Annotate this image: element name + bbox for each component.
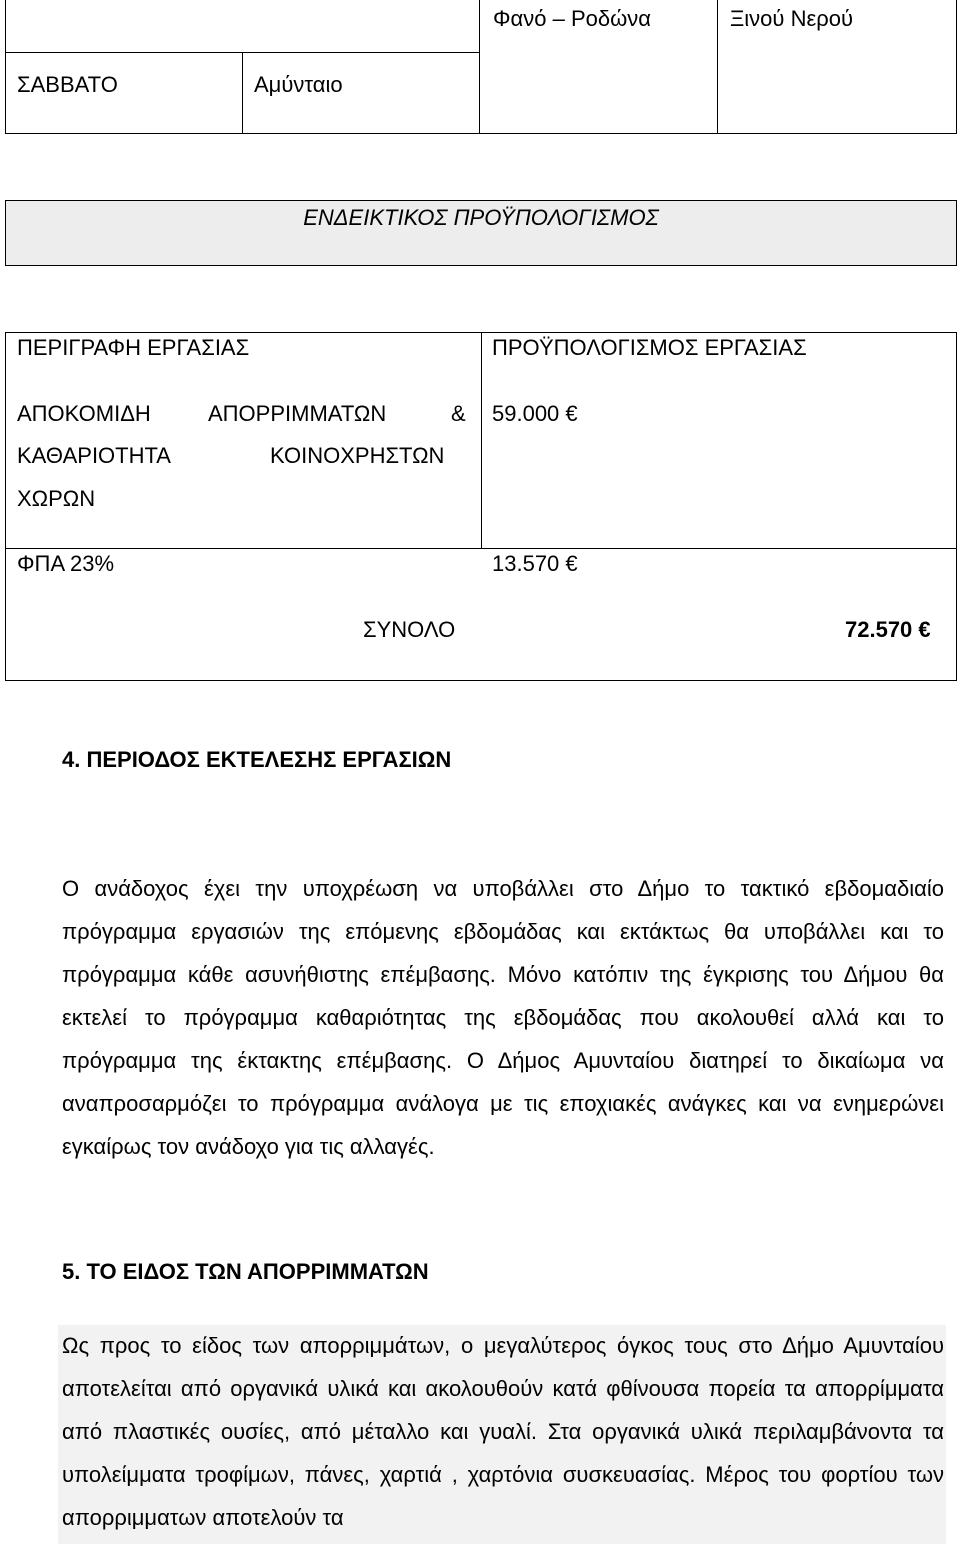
work-amount-cell: 59.000 € [492, 401, 578, 426]
work-description-line1c: & [451, 401, 466, 426]
budget-banner [5, 200, 957, 266]
budget-banner-title: ΕΝΔΕΙΚΤΙΚΟΣ ΠΡΟΫΠΟΛΟΓΙΣΜΟΣ [303, 205, 659, 230]
header-description-cell: ΠΕΡΙΓΡΑΦΗ ΕΡΓΑΣΙΑΣ [17, 335, 250, 360]
schedule-route-cell: Φανό – Ροδώνα [493, 6, 652, 31]
header-budget-cell: ΠΡΟΫΠΟΛΟΓΙΣΜΟΣ ΕΡΓΑΣΙΑΣ [492, 335, 807, 360]
budget-table [5, 332, 957, 681]
section-4-heading: 4. ΠΕΡΙΟΔΟΣ ΕΚΤΕΛΕΣΗΣ ΕΡΓΑΣΙΩΝ [62, 747, 452, 772]
total-amount-cell: 72.570 € [845, 617, 931, 642]
section-4-paragraph: Ο ανάδοχος έχει την υποχρέωση να υποβάλλει στο Δήμο το τακτικό εβδομαδιαίο πρόγραμμα εργασιών της επόμενης εβδομάδας και εκτάκτως θα υποβάλλει και το πρόγραμμα κάθε ασυνήθιστης επέμβασης. Μόνο κατόπιν της έγκρισης του Δήμου θα εκτελεί το πρόγραμμα καθαριότητας της εβδομάδας που ακολουθεί αλλά και το πρόγραμμα της έκτακτης επέμβασης. Ο Δήμος Αμυνταίου διατηρεί το δικαίωμα να αναπροσαρμόζει το πρόγραμμα ανάλογα με τις εποχιακές ανάγκες και να ενημερώνει εγκαίρως τον ανάδοχο για τις αλλαγές. [62, 876, 944, 1159]
total-label-cell: ΣΥΝΟΛΟ [363, 617, 456, 642]
vat-amount-cell: 13.570 € [492, 551, 578, 576]
vat-label-cell: ΦΠΑ 23% [17, 551, 115, 576]
work-description-line1b: ΑΠΟΡΡΙΜΜΑΤΩΝ [208, 401, 387, 426]
schedule-route-end-cell: Ξινού Νερού [730, 6, 854, 31]
work-description-line2a: ΚΑΘΑΡΙΟΤΗΤΑ [17, 443, 171, 468]
section-5-heading: 5. ΤΟ ΕΙΔΟΣ ΤΩΝ ΑΠΟΡΡΙΜΜΑΤΩΝ [62, 1259, 429, 1284]
work-description-line2b: ΚΟΙΝΟΧΡΗΣΤΩΝ [270, 443, 445, 468]
work-description-line3: ΧΩΡΩΝ [17, 486, 96, 511]
work-description-line1a: ΑΠΟΚΟΜΙΔΗ [17, 401, 151, 426]
schedule-day-cell: ΣΑΒΒΑΤΟ [17, 72, 118, 97]
schedule-place-cell: Αμύνταιο [254, 72, 343, 97]
section-5-paragraph: Ως προς το είδος των απορριμμάτων, ο μεγαλύτερος όγκος τους στο Δήμο Αμυνταίου αποτελείται από οργανικά υλικά και ακολουθούν κατά φθίνουσα πορεία τα απορρίμματα από πλαστικές ουσίες, από μέταλλο και γυαλί. Στα οργανικά υλικά περιλαμβάνοντα τα υπολείμματα τροφίμων, πάνες, χαρτιά , χαρτόνια συσκευασίας. Μέρος του φορτίου των απορριμματων αποτελούν τα [62, 1333, 944, 1530]
